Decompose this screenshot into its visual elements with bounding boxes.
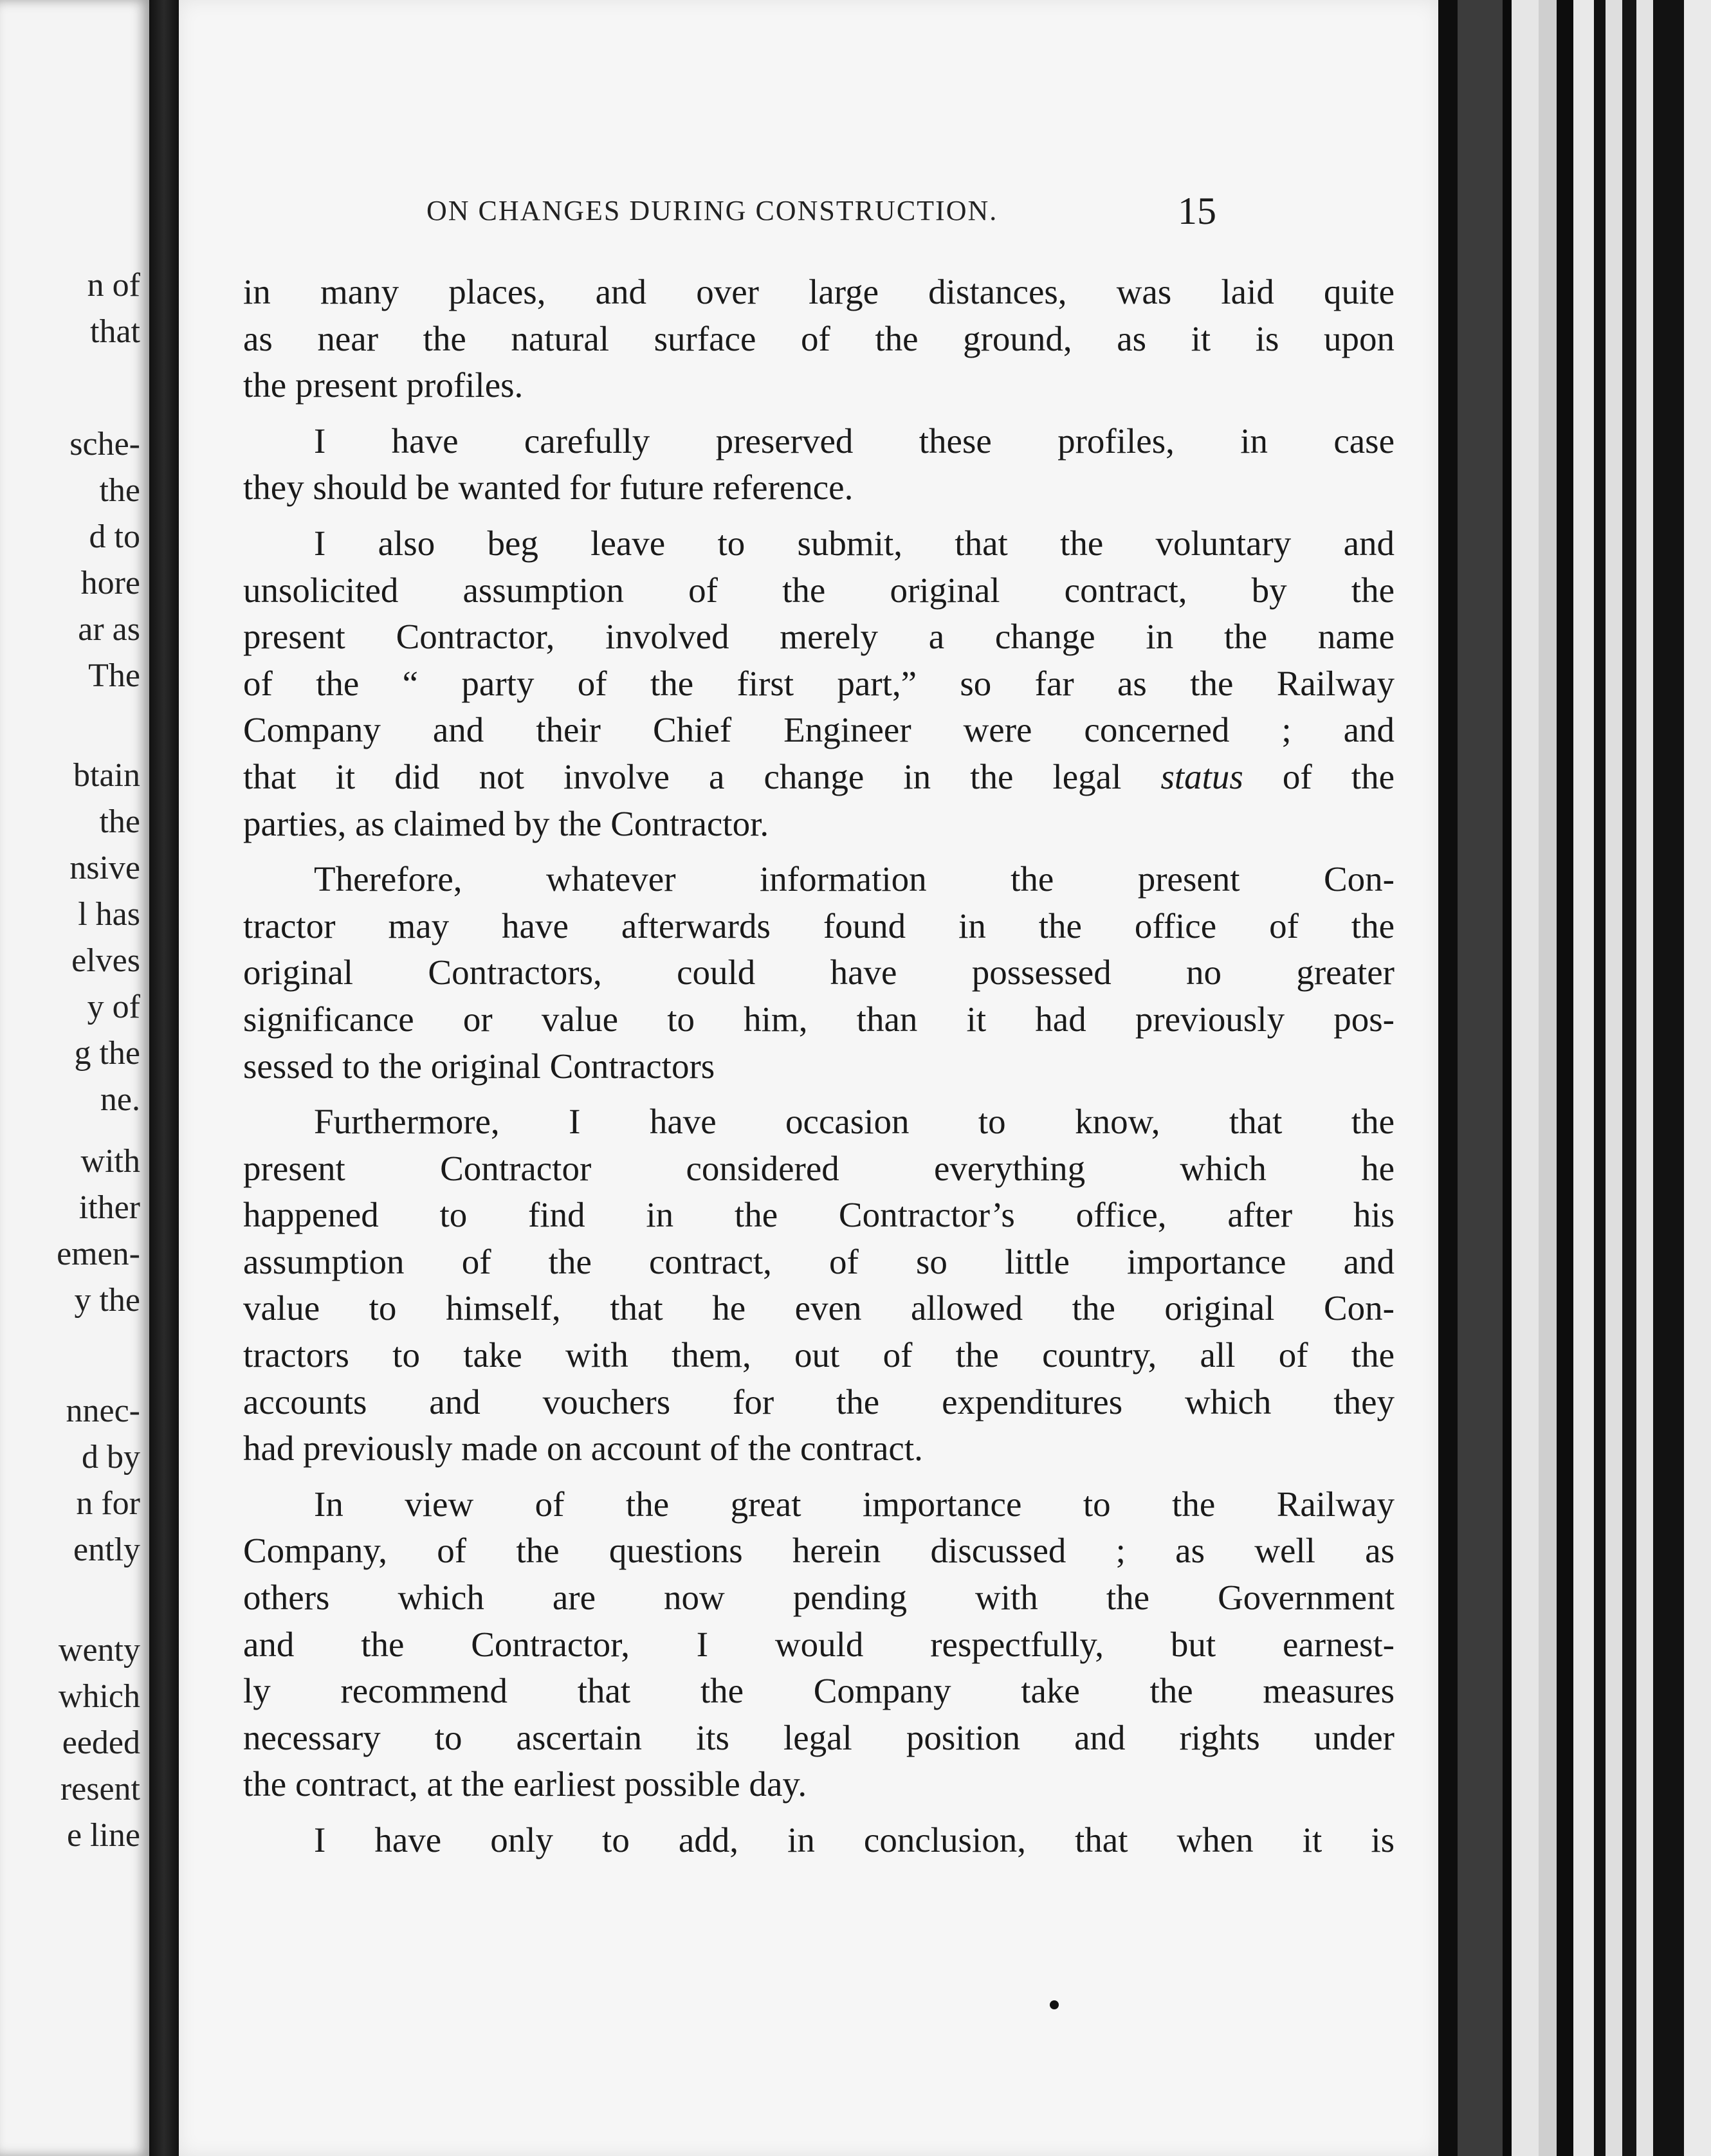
text-line: Therefore, whatever information the present Con- bbox=[314, 859, 1395, 899]
left-page-fragment: wenty bbox=[58, 1632, 140, 1668]
text-line: tractor may have afterwards found in the office of the bbox=[243, 906, 1395, 946]
text-line: tractors to take with them, out of the country, all of the bbox=[243, 1335, 1395, 1375]
page-header bbox=[179, 190, 1438, 239]
left-page-fragment: emen- bbox=[57, 1236, 140, 1272]
text-line: sessed to the original Contractors bbox=[243, 1046, 715, 1086]
left-page-fragment: which bbox=[58, 1678, 140, 1715]
text-line: value to himself, that he even allowed the original Con- bbox=[243, 1288, 1395, 1328]
left-page-fragment: sche- bbox=[69, 426, 140, 462]
text-line-with-italic bbox=[243, 754, 1395, 801]
text-line: I have carefully preserved these profiles, in case bbox=[314, 421, 1395, 461]
left-page-fragment: y the bbox=[74, 1282, 140, 1319]
left-page-fragment: y of bbox=[87, 989, 140, 1025]
left-page-fragment: the bbox=[99, 472, 140, 509]
left-page-fragment: btain bbox=[73, 757, 140, 794]
text-line: assumption of the contract, of so little importance and bbox=[243, 1241, 1395, 1281]
paragraph bbox=[243, 418, 1395, 511]
left-page-fragment: hore bbox=[80, 565, 140, 601]
text-line: parties, as claimed by the Contractor. bbox=[243, 803, 769, 843]
ink-dot bbox=[1050, 2000, 1059, 2009]
left-page-fragment: resent bbox=[60, 1771, 140, 1807]
paragraph bbox=[243, 1099, 1395, 1472]
left-page-fragment: ither bbox=[78, 1189, 140, 1226]
left-page-fragment: d to bbox=[89, 518, 140, 555]
page-number: 15 bbox=[1178, 190, 1216, 232]
text-line: as near the natural surface of the ground, as it is upon bbox=[243, 318, 1395, 358]
left-page-fragment: eeded bbox=[62, 1724, 140, 1761]
text-line: necessary to ascertain its legal position and rights under bbox=[243, 1717, 1395, 1757]
left-page-fragment: n of bbox=[87, 267, 140, 304]
left-page-fragment: ar as bbox=[78, 611, 140, 648]
paragraph bbox=[243, 520, 1395, 847]
running-head: ON CHANGES DURING CONSTRUCTION. bbox=[426, 195, 998, 226]
left-page-fragment: d by bbox=[82, 1439, 140, 1475]
left-page-fragment: e line bbox=[66, 1817, 140, 1854]
left-page-fragment: l has bbox=[78, 896, 140, 933]
paragraph bbox=[243, 1817, 1395, 1864]
left-page-fragment: that bbox=[90, 313, 140, 350]
text-line: ly recommend that the Company take the measures bbox=[243, 1671, 1395, 1711]
text-line: present Contractor considered everything which he bbox=[243, 1148, 1395, 1188]
book-page bbox=[179, 0, 1438, 2156]
text-line: unsolicited assumption of the original contract, by the bbox=[243, 570, 1395, 610]
text-line: I also beg leave to submit, that the voluntary and bbox=[314, 523, 1395, 563]
left-page-fragment: elves bbox=[71, 942, 140, 979]
paragraph bbox=[243, 856, 1395, 1090]
text-line: had previously made on account of the contract. bbox=[243, 1429, 923, 1468]
left-page-fragment: n for bbox=[76, 1485, 140, 1522]
left-page-fragment: with bbox=[80, 1143, 140, 1180]
left-facing-page bbox=[0, 0, 149, 2156]
text-line: the contract, at the earliest possible day. bbox=[243, 1764, 807, 1804]
text-line: others which are now pending with the Government bbox=[243, 1578, 1395, 1618]
text-line: original Contractors, could have possessed no greater bbox=[243, 953, 1395, 992]
text-line: significance or value to him, than it had previously pos- bbox=[243, 999, 1395, 1039]
text-line: and the Contractor, I would respectfully, but earnest- bbox=[243, 1624, 1395, 1664]
text-line: in many places, and over large distances, was laid quite bbox=[243, 272, 1395, 311]
text-segment: that it did not involve a change in the legal bbox=[243, 756, 1161, 796]
text-line: Furthermore, I have occasion to know, that the bbox=[314, 1102, 1395, 1142]
text-line: Company and their Chief Engineer were concerned ; and bbox=[243, 710, 1395, 750]
left-page-fragment: nnec- bbox=[66, 1393, 140, 1429]
text-line: In view of the great importance to the Railway bbox=[314, 1484, 1395, 1524]
text-line: of the “ party of the first part,” so far as the Railway bbox=[243, 663, 1395, 703]
text-line: happened to find in the Contractor’s office, after his bbox=[243, 1195, 1395, 1235]
text-line: Company, of the questions herein discussed ; as well as bbox=[243, 1531, 1395, 1571]
left-page-fragment: nsive bbox=[69, 850, 140, 886]
book-edge bbox=[1438, 0, 1711, 2156]
left-page-fragment: ently bbox=[73, 1531, 140, 1568]
text-line: present Contractor, involved merely a change in the name bbox=[243, 617, 1395, 657]
left-page-fragment: The bbox=[88, 657, 140, 694]
book-gutter bbox=[149, 0, 179, 2156]
left-page-fragment: g the bbox=[74, 1035, 140, 1072]
italic-word: status bbox=[1160, 756, 1243, 796]
text-line: I have only to add, in conclusion, that when it is bbox=[314, 1820, 1395, 1859]
text-line: accounts and vouchers for the expenditures which they bbox=[243, 1382, 1395, 1421]
text-line: the present profiles. bbox=[243, 365, 524, 405]
paragraph bbox=[243, 1481, 1395, 1808]
left-page-fragment: ne. bbox=[100, 1081, 140, 1118]
text-segment: of the bbox=[1243, 756, 1395, 796]
page-body bbox=[243, 269, 1395, 1873]
text-line: they should be wanted for future reference. bbox=[243, 468, 854, 507]
left-page-fragment: the bbox=[99, 803, 140, 840]
paragraph bbox=[243, 269, 1395, 409]
